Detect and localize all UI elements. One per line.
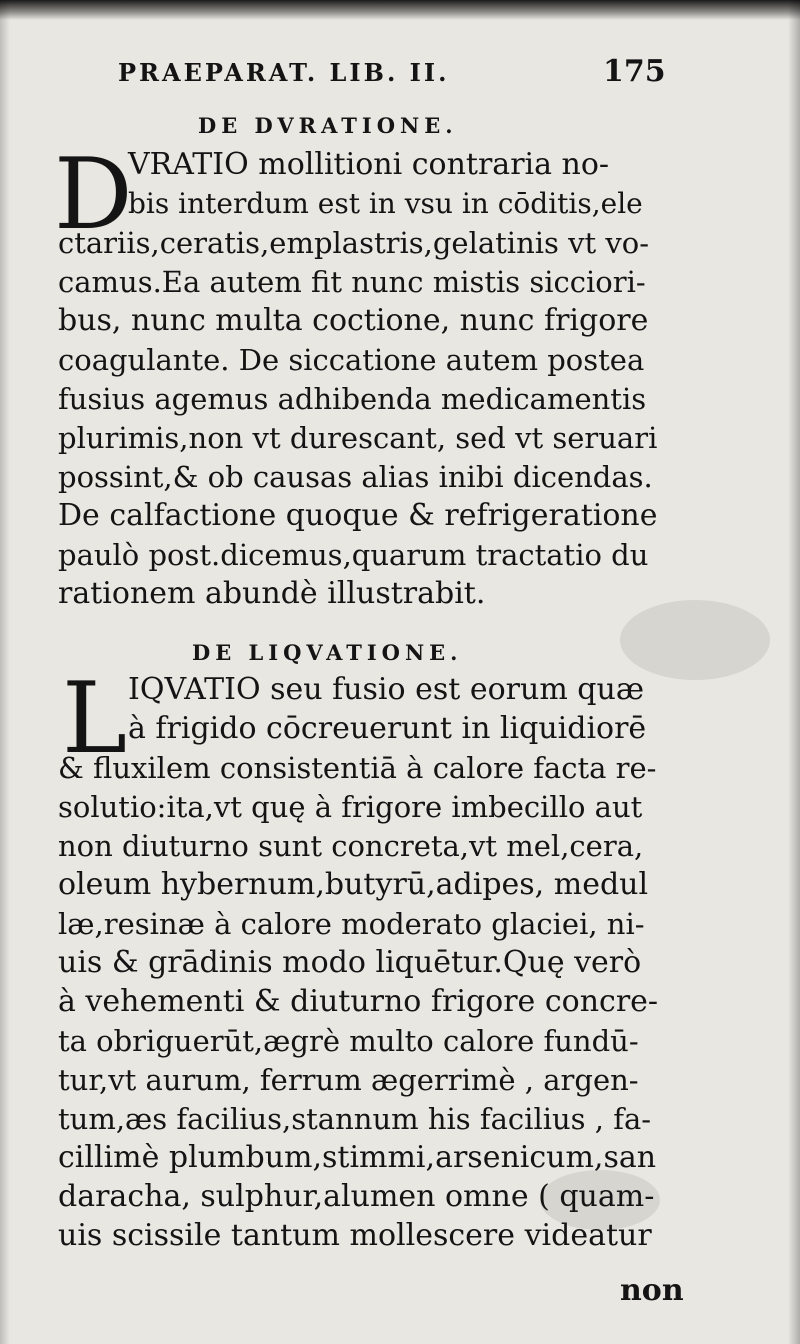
page-top-edge bbox=[0, 0, 800, 20]
text-line: ctariis,ceratis,emplastris,gelatinis vt vo- bbox=[58, 226, 650, 260]
text-line: ta obriguerūt,ægrè multo calore fundū- bbox=[58, 1024, 639, 1058]
text-line: IQVATIO seu fusio est eorum quæ bbox=[128, 672, 645, 707]
paper-smudge bbox=[620, 600, 770, 680]
drop-cap-initial: L bbox=[62, 662, 128, 776]
text-line: non diuturno sunt concreta,vt mel,cera, bbox=[58, 829, 644, 863]
text-line: daracha, sulphur,alumen omne ( quam- bbox=[58, 1179, 655, 1214]
section-title-liquatione: DE LIQVATIONE. bbox=[192, 640, 463, 665]
text-line: camus.Ea autem fit nunc mistis sicciori- bbox=[58, 265, 646, 299]
drop-cap-initial: D bbox=[54, 138, 133, 252]
text-line: solutio:ita,vt quę à frigore imbecillo aut bbox=[58, 790, 643, 824]
text-line: læ,resinæ à calore moderato glaciei, ni- bbox=[58, 907, 645, 941]
text-line: rationem abundè illustrabit. bbox=[58, 576, 486, 611]
text-line: bis interdum est in vsu in cōditis,ele bbox=[128, 187, 643, 220]
catchword: non bbox=[620, 1273, 684, 1308]
page-gutter-shadow bbox=[0, 0, 10, 1344]
running-head: PRAEPARAT. LIB. II. bbox=[118, 58, 450, 87]
text-line: tur,vt aurum, ferrum ægerrimè , argen- bbox=[58, 1063, 639, 1097]
text-line: à vehementi & diuturno frigore concre- bbox=[58, 984, 659, 1019]
text-line: cillimè plumbum,stimmi,arsenicum,san bbox=[58, 1140, 657, 1175]
text-line: De calfactione quoque & refrigeratione bbox=[58, 498, 658, 533]
text-line: à frigido cōcreuerunt in liquidiorē bbox=[128, 711, 647, 746]
text-line: possint,& ob causas alias inibi dicendas. bbox=[58, 460, 653, 494]
text-line: paulò post.dicemus,quarum tractatio du bbox=[58, 538, 649, 572]
text-line: fusius agemus adhibenda medicamentis bbox=[58, 382, 647, 416]
page-edge-shadow bbox=[788, 0, 800, 1344]
text-line: VRATIO mollitioni contraria no- bbox=[128, 147, 610, 182]
section-title-duratione: DE DVRATIONE. bbox=[198, 113, 458, 138]
text-line: coagulante. De siccatione autem postea bbox=[58, 343, 645, 377]
text-line: tum,æs facilius,stannum his facilius , fa- bbox=[58, 1102, 652, 1136]
text-line: & fluxilem consistentiā à calore facta re- bbox=[58, 751, 657, 785]
text-line: plurimis,non vt durescant, sed vt seruari bbox=[58, 421, 658, 455]
text-line: uis & grādinis modo liquētur.Quę verò bbox=[58, 945, 642, 980]
page-number: 175 bbox=[603, 54, 666, 89]
text-line: bus, nunc multa coctione, nunc frigore bbox=[58, 303, 649, 338]
text-line: uis scissile tantum mollescere videatur bbox=[58, 1218, 652, 1253]
text-line: oleum hybernum,butyrū,adipes, medul bbox=[58, 867, 649, 902]
